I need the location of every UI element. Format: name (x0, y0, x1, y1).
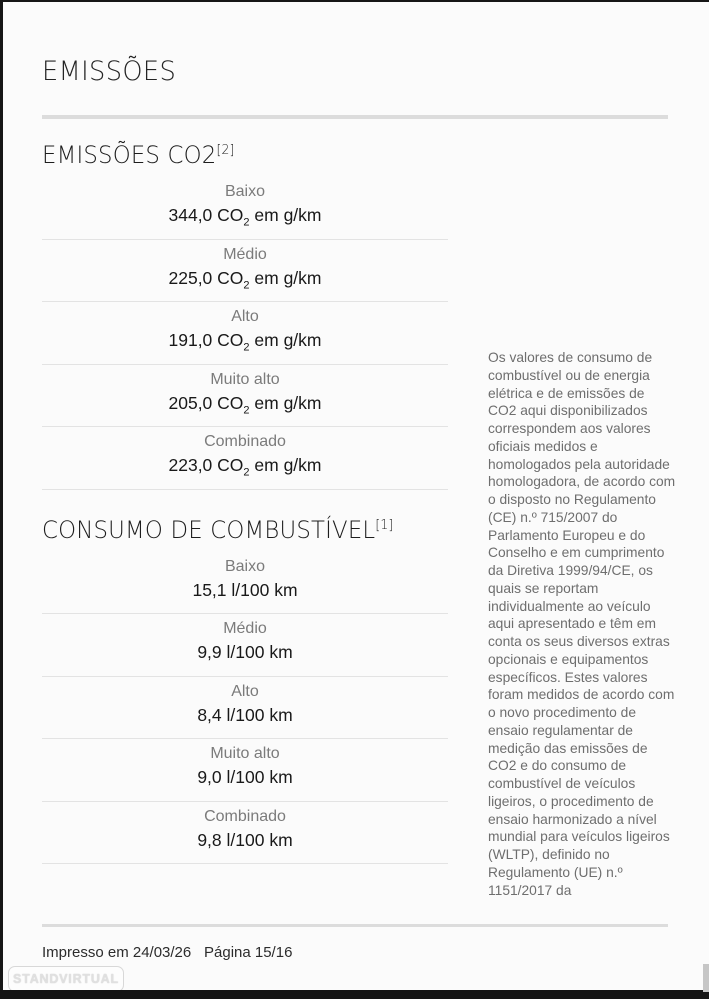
co2-row (42, 427, 448, 490)
row-value (42, 579, 448, 609)
row-label: Médio (223, 620, 267, 637)
viewer-bottom-edge (0, 990, 709, 999)
co2-row (42, 302, 448, 365)
watermark-label: STANDVIRTUAL (13, 972, 119, 986)
row-value (42, 392, 448, 422)
value-text: 9,9 l/100 km (197, 642, 293, 662)
value-subscript: 2 (243, 341, 250, 354)
co2-table (42, 177, 448, 490)
value-subscript: 2 (243, 279, 250, 291)
value-text: 344,0 CO (168, 205, 244, 225)
footer-page-number: Página 15/16 (204, 944, 293, 961)
value-text: 225,0 CO (168, 267, 244, 288)
row-label: Muito alto (210, 370, 280, 388)
value-unit: em g/km (249, 455, 322, 475)
row-value (42, 454, 448, 484)
value-unit: em g/km (249, 267, 322, 288)
row-label: Muito alto (210, 745, 280, 762)
row-value (42, 829, 448, 859)
value-subscript: 2 (243, 404, 250, 416)
viewer-left-edge (0, 0, 3, 999)
row-label: Alto (231, 682, 259, 700)
standvirtual-watermark (8, 966, 124, 992)
value-unit: em g/km (249, 330, 322, 350)
title-divider (42, 115, 668, 119)
value-unit: em g/km (249, 392, 322, 413)
value-subscript: 2 (243, 216, 250, 229)
row-value (42, 641, 448, 671)
footer-divider (42, 924, 668, 927)
row-label: Combinado (204, 433, 286, 450)
row-value (42, 704, 448, 734)
fuel-heading-footnote: [1] (375, 517, 394, 533)
value-text: 205,0 CO (168, 392, 244, 413)
fuel-row (42, 614, 448, 677)
row-label: Combinado (204, 807, 286, 825)
page-title: EMISSÕES (42, 56, 177, 87)
value-text: 191,0 CO (168, 330, 244, 350)
value-text: 15,1 l/100 km (192, 579, 298, 600)
row-value (42, 329, 448, 359)
fuel-row (42, 552, 448, 615)
fuel-table (42, 552, 448, 865)
scrollbar-thumb[interactable] (703, 964, 709, 992)
fuel-row (42, 677, 448, 740)
fuel-row (42, 802, 448, 865)
value-text: 9,0 l/100 km (197, 767, 293, 787)
co2-row (42, 240, 448, 303)
value-unit: em g/km (249, 205, 322, 225)
fuel-row (42, 739, 448, 802)
row-value (42, 766, 448, 796)
row-value (42, 267, 448, 297)
footer-printed-date: Impresso em 24/03/26 (42, 944, 192, 961)
fuel-heading-text: CONSUMO DE COMBUSTÍVEL (42, 515, 376, 544)
co2-heading-text: EMISSÕES CO2 (42, 141, 217, 169)
co2-row (42, 365, 448, 428)
row-label: Baixo (224, 183, 266, 200)
co2-section-heading (42, 141, 637, 169)
row-label: Alto (231, 308, 259, 325)
value-subscript: 2 (243, 466, 250, 479)
co2-heading-footnote: [2] (216, 143, 235, 158)
value-text: 223,0 CO (168, 455, 244, 475)
row-value (42, 204, 448, 234)
value-text: 8,4 l/100 km (197, 704, 293, 725)
legal-disclaimer-text: Os valores de consumo de combustível ou de energia elétrica e de emissões de CO2 aqui disponibilizados correspondem aos valores oficiais medidos e homologados pela autoridade homologadora, de acordo com o disposto no Regulamento (CE) n.º 715/2007 do Parlamento Europeu e do Conselho e em cumprimento da Diretiva 1999/94/CE, os quais se reportam individualmente ao veículo aqui apresentado e têm em conta os seus diversos extras opcionais e equipamentos específicos. Estes valores foram medidos de acordo com o novo procedimento de ensaio regulamentar de medição das emissões de CO2 e do consumo de combustível de veículos ligeiros, o procedimento de ensaio harmonizado a nível mundial para veículos ligeiros (WLTP), definido no Regulamento (UE) n.º 1151/2017 da (488, 350, 676, 898)
row-label: Médio (223, 245, 267, 263)
co2-row (42, 177, 448, 240)
value-text: 9,8 l/100 km (197, 829, 293, 850)
row-label: Baixo (224, 557, 266, 575)
